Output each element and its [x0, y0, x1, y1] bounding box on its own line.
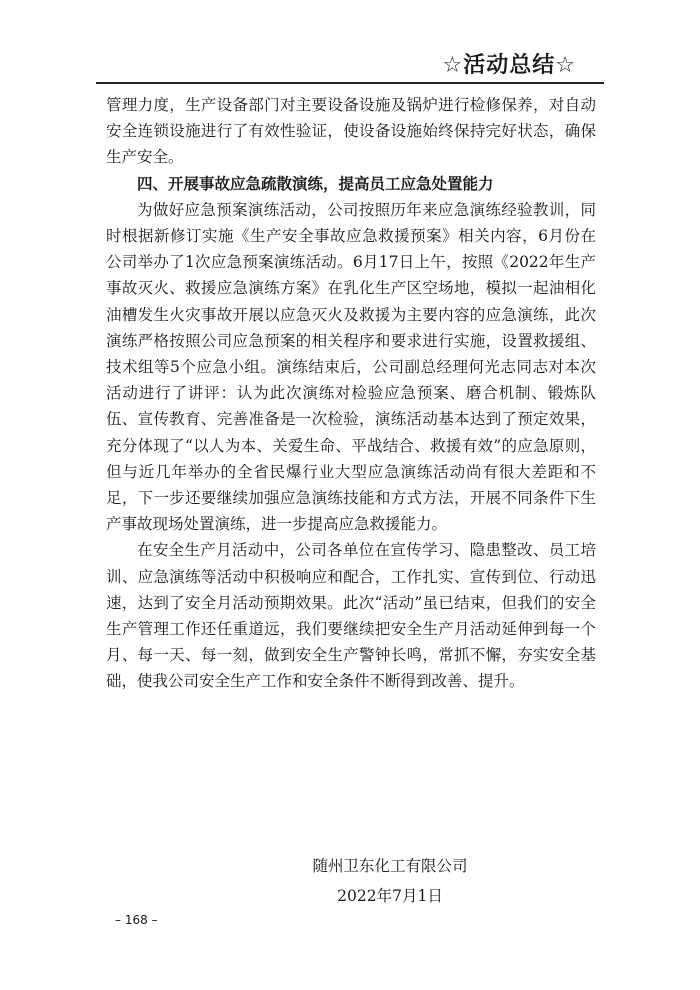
drill-paragraph: 为做好应急预案演练活动，公司按照历年来应急演练经验教训，同时根据新修订实施《生产安全事故应急救援预案》相关内容，6月份在公司举办了1次应急预案演练活动。6月17日上午，按照《2022年生产事故灭火、救援应急演练方案》在乳化生产区空场地，模拟一起油相化油槽发生火灾事故开展以应急灭火及救援为主要内容的应急演练，此次演练严格按照公司应急预案的相关程序和要求进行实施，设置救援组、技术组等5个应急小组。演练结束后，公司副总经理何光志同志对本次活动进行了讲评：认为此次演练对检验应急预案、磨合机制、锻炼队伍、宣传教育、完善准备是一次检验，演练活动基本达到了预定效果，充分体现了“以人为本、关爱生命、平战结合、救援有效”的应急原则，但与近几年举办的全省民爆行业大型应急演练活动尚有很大差距和不足，下一步还要继续加强应急演练技能和方式方法，开展不同条件下生产事故现场处置演练，进一步提高应急救援能力。 [106, 200, 596, 534]
signature-date: 2022年7月1日 [337, 887, 443, 905]
page-header-title: ☆活动总结☆ [442, 53, 576, 78]
continued-paragraph: 管理力度，生产设备部门对主要设备设施及锅炉进行检修保养，对自动安全连锁设施进行了有效性验证，使设备设施始终保持完好状态，确保生产安全。 [106, 96, 596, 167]
section-heading: 四、开展事故应急疏散演练，提高员工应急处置能力 [137, 174, 494, 193]
summary-paragraph: 在安全生产月活动中，公司各单位在宣传学习、隐患整改、员工培训、应急演练等活动中积极响应和配合，工作扎实、宣传到位、行动迅速，达到了安全月活动预期效果。此次“活动”虽已结束，但我们的安全生产管理工作还任重道远，我们要继续把安全生产月活动延伸到每一个月、每一天、每一刻，做到安全生产警钟长鸣，常抓不懈，夯实安全基础，使我公司安全生产工作和安全条件不断得到改善、提升。 [106, 541, 596, 691]
page-number: – 168 – [115, 913, 158, 927]
signature-company: 随州卫东化工有限公司 [312, 857, 468, 875]
document-body [106, 92, 596, 695]
header-divider [96, 82, 604, 84]
